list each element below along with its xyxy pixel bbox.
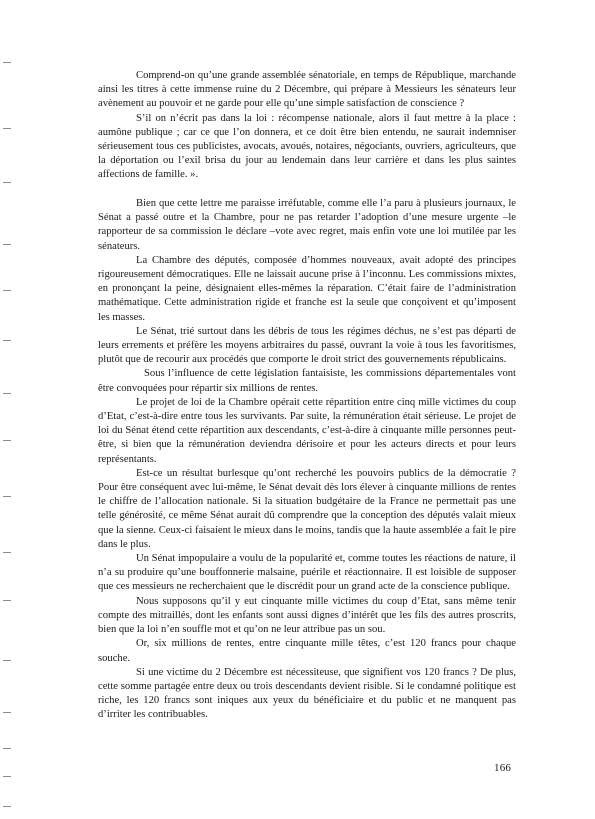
margin-mark	[3, 244, 11, 245]
body-paragraph: Or, six millions de rentes, entre cinquante mille têtes, c’est 120 francs pour chaque souche.	[98, 638, 516, 664]
body-paragraph: Le Sénat, trié surtout dans les débris de tous les régimes déchus, ne s’est pas départi de leurs errements et préfère les moyens arbitraires du passé, ouvrant la voie à tous les favoritismes, plutôt que de recourir aux procédés que comporte le droit strict des gouvernements républicains.	[98, 325, 516, 366]
body-paragraph: Nous supposons qu’il y eut cinquante mille victimes du coup d’Etat, sans même tenir compte des mitraillés, dont les enfants sont aussi dignes d’intérêt que les fils des autres proscrits, bien que la loi n’en souffle mot et qu’on ne leur attribue pas un sou.	[98, 595, 516, 636]
margin-mark	[3, 340, 11, 341]
margin-mark	[3, 128, 11, 129]
margin-mark	[3, 748, 11, 749]
margin-mark	[3, 552, 11, 553]
margin-mark	[3, 660, 11, 661]
body-paragraph: Si une victime du 2 Décembre est nécessiteuse, que signifient vos 120 francs ? De plus, cette somme partagée entre deux ou trois descendants devient risible. Si le condamné politique est riche, les 120 francs sont iniques aux yeux du bénéficiaire et du public et ne manquent pas d’irriter les contribuables.	[98, 666, 516, 721]
quote-paragraph: S’il on n’écrit pas dans la loi : récompense nationale, alors il faut mettre à la place : aumône publique ; car ce que l’on donnera, et ce doit être bien entendu, ne saurait indemniser sérieusement tous ces publicistes, avocats, avoués, notaires, négociants, ouvriers, agriculteurs, que la déportation ou l’exil brisa du jour au lendemain dans leur carrière et dans les plus saintes affections de famille. ».	[98, 112, 516, 181]
margin-mark	[3, 440, 11, 441]
body-paragraph: Bien que cette lettre me paraisse irréfutable, comme elle l’a paru à plusieurs journaux, le Sénat a passé outre et la Chambre, pour ne pas retarder l’adoption d’une mesure urgente –le rapporteur de sa commission le déclare –vote avec regret, mais enfin vote une loi mutilée par les sénateurs.	[98, 198, 516, 252]
margin-mark	[3, 600, 11, 601]
body-paragraph: Un Sénat impopulaire a voulu de la popularité et, comme toutes les réactions de nature, il n’a su produire qu’une bouffonnerie malsaine, puérile et réactionnaire. Il est loisible de supposer que ces messieurs ne recherchaient que le discrédit pour un grand acte de la conscience publique.	[98, 553, 516, 593]
body-text	[98, 197, 516, 723]
margin-mark	[3, 182, 11, 183]
body-paragraph: Sous l’influence de cette législation fantaisiste, les commissions départementales vont être convoquées pour répartir six millions de rentes.	[98, 368, 516, 394]
body-paragraph: Le projet de loi de la Chambre opérait cette répartition entre cinq mille victimes du coup d’Etat, c’est-à-dire entre tous les survivants. Par suite, la rémunération était sérieuse. Le projet de loi du Sénat étend cette répartition aux descendants, c’est-à-dire à cinquante mille personnes peut-être, si bien que la rémunération deviendra dérisoire et pour les acteurs directs et pour leurs représentants.	[98, 396, 516, 465]
margin-mark	[3, 393, 11, 394]
quote-paragraph: Comprend-on qu’une grande assemblée sénatoriale, en temps de République, marchande ainsi les titres à cette immense ruine du 2 Décembre, qui prépare à Messieurs les sénateurs leur avènement au pouvoir et ne garde pour elle qu’une simple satisfaction de conscience ?	[98, 70, 516, 110]
margin-mark	[3, 806, 11, 807]
margin-mark	[3, 290, 11, 291]
margin-mark	[3, 776, 11, 777]
page-number: 166	[494, 762, 512, 774]
binding-margin-marks	[0, 0, 14, 819]
margin-mark	[3, 496, 11, 497]
margin-mark	[3, 712, 11, 713]
quoted-letter	[98, 69, 516, 183]
margin-mark	[3, 62, 11, 63]
body-paragraph: La Chambre des députés, composée d’hommes nouveaux, avait adopté des principes rigoureusement démocratiques. Elle ne laissait aucune prise à l’inconnu. Les commissions mixtes, en prononçant la peine, désignaient elles-mêmes la réparation. C’était faire de l’administration mathématique. Cette administration rigide et franche est la seule que conçoivent et qu’imposent les masses.	[98, 254, 516, 323]
body-paragraph: Est-ce un résultat burlesque qu’ont recherché les pouvoirs publics de la démocratie ? Pour être conséquent avec lui-même, le Sénat devait dès lors élever à cinquante millions de rentes le chiffre de l’allocation nationale. Si la situation budgétaire de la France ne permettait pas une telle générosité, ce même Sénat aurait dû comprendre que la conception des députés valait mieux que la sienne. Ceux-ci faisaient le mieux dans le moins, tandis que la haute assemblée a fait le pire dans le plus.	[98, 467, 516, 550]
